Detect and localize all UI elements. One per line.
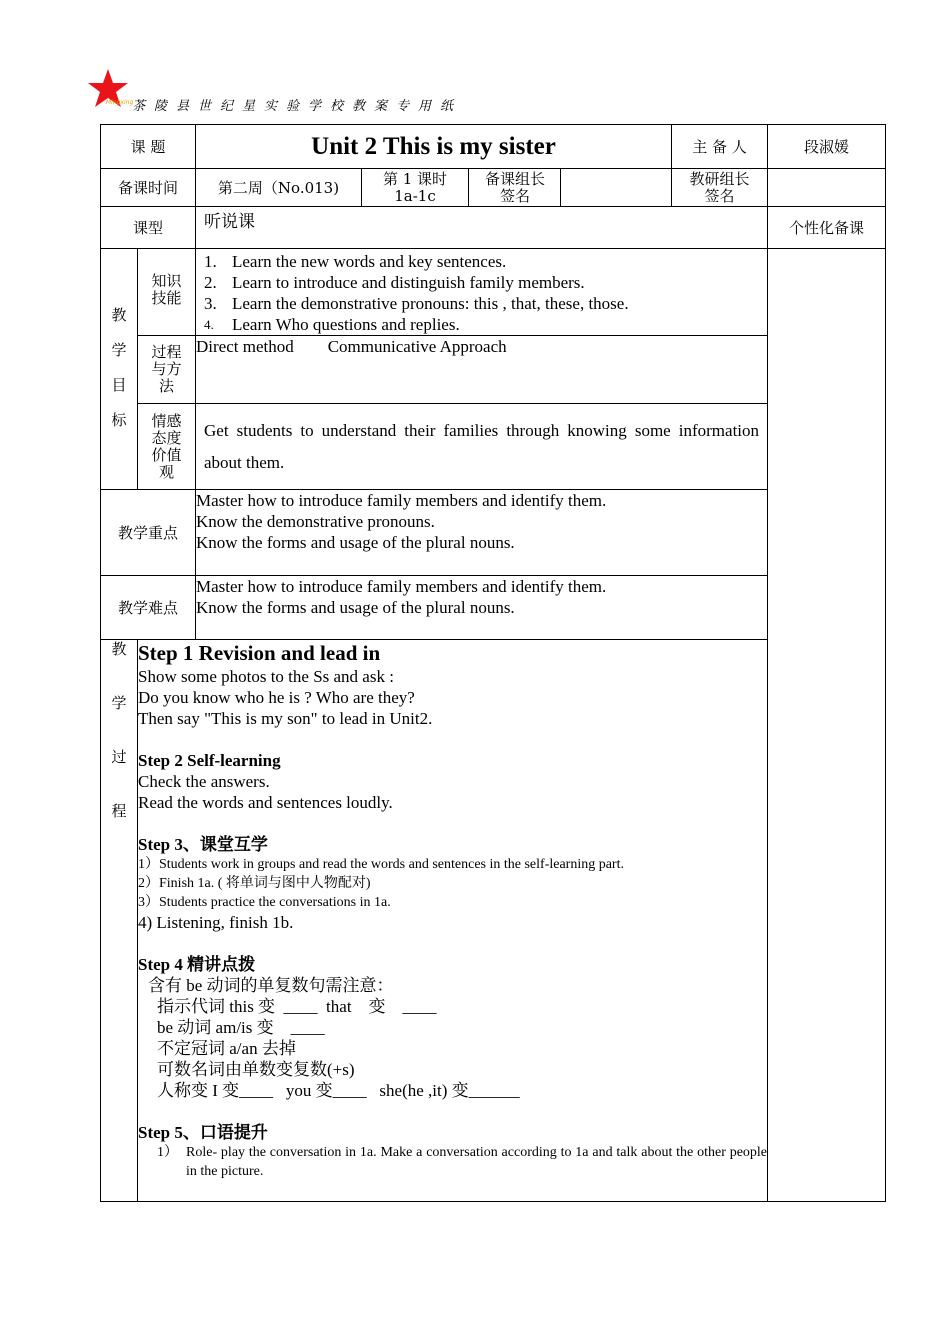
prep-time-label: 备课时间: [101, 169, 196, 207]
knowledge-label: [138, 249, 196, 336]
group-leader-label: [469, 169, 561, 207]
key-point-line: Master how to introduce family members and identify them.: [196, 491, 607, 510]
group-leader-signature: [561, 169, 672, 207]
lesson-number-line1: 第 1 课时: [382, 169, 448, 188]
prep-time-value: 第二周（No.013): [196, 169, 362, 207]
school-logo: [86, 68, 134, 110]
personal-notes-label: 个性化备课: [768, 207, 886, 249]
difficulties-label: 教学难点: [101, 576, 196, 640]
process-side-label: [101, 640, 138, 1202]
key-point-line: Know the forms and usage of the plural nouns.: [196, 533, 515, 552]
step2-line: Read the words and sentences loudly.: [138, 793, 393, 812]
knowledge-list: [196, 249, 767, 335]
personal-notes-area: [768, 249, 886, 1202]
emotion-label-line1: 情感: [151, 411, 182, 430]
step3-item: 4) Listening, finish 1b.: [138, 913, 294, 932]
step4-intro: 含有 be 动词的单复数句需注意：: [148, 976, 394, 995]
lesson-type-label: 课型: [101, 207, 196, 249]
process-char-1: 教: [111, 642, 127, 658]
list-item: 2. Learn to introduce and distinguish family members.: [204, 273, 585, 292]
step5-title: Step 5、口语提升: [138, 1123, 268, 1142]
list-item: 4. Learn Who questions and replies.: [204, 315, 460, 334]
preparer-label: 主 备 人: [672, 125, 768, 169]
step4-title: Step 4 精讲点拨: [138, 955, 256, 974]
goals-char-4: 标: [111, 413, 127, 429]
research-leader-label-line1: 教研组长: [689, 169, 750, 188]
step3-item: 1）Students work in groups and read the words and sentences in the self-learning part.: [138, 857, 624, 872]
process-method-label: [138, 336, 196, 404]
list-item: 3. Learn the demonstrative pronouns: this , that, these, those.: [204, 294, 629, 313]
step1-line: Then say "This is my son" to lead in Unit2.: [138, 709, 433, 728]
step3-item: 2）Finish 1a. ( 将单词与图中人物配对): [138, 876, 371, 891]
key-points-label: 教学重点: [101, 490, 196, 576]
preparer-name: 段淑媛: [768, 125, 886, 169]
step1-title: Step 1 Revision and lead in: [138, 641, 381, 665]
logo-text: Mingxing: [106, 99, 134, 106]
step2-title: Step 2 Self-learning: [138, 751, 281, 770]
knowledge-content: [196, 249, 768, 336]
step3-item: 3）Students practice the conversations in 1a.: [138, 895, 391, 910]
difficulty-line: Know the forms and usage of the plural nouns.: [196, 598, 515, 617]
school-title: 茶陵县世纪星实验学校教案专用纸: [132, 99, 463, 114]
step4-line: 指示代词 this 变 ____ that 变 ____: [157, 997, 437, 1016]
step5-item-text: Role- play the conversation in 1a. Make a conversation according to 1a and talk about the other people in the picture.: [186, 1145, 768, 1179]
emotion-label-line3: 价值: [151, 445, 182, 464]
group-leader-label-line1: 备课组长: [484, 169, 545, 188]
knowledge-label-line1: 知识: [151, 272, 182, 290]
goals-char-1: 教: [111, 308, 127, 324]
group-leader-label-line2: 签名: [499, 186, 530, 205]
list-item: 1. Learn the new words and key sentences.: [204, 252, 507, 271]
emotion-value: Get students to understand their families through knowing some information about them.: [196, 404, 768, 490]
process-method-label-line3: 法: [158, 377, 174, 395]
lesson-number-line2: 1a-1c: [394, 186, 436, 205]
process-method-label-line2: 与方: [151, 360, 182, 378]
lesson-plan-table: [100, 124, 886, 1202]
step5-item-number: 1）: [157, 1145, 178, 1160]
step4-line: 人称变 I 变____ you 变____ she(he ,it) 变______: [157, 1081, 520, 1100]
process-content: [138, 640, 768, 1202]
step4-line: 不定冠词 a/an 去掉: [157, 1039, 296, 1058]
step4-line: 可数名词由单数变复数(+s): [157, 1060, 355, 1079]
goals-side-label: [101, 249, 138, 490]
emotion-label-line4: 观: [158, 462, 174, 481]
key-points-content: [196, 490, 768, 576]
process-char-2: 学: [111, 696, 127, 712]
step4-line: be 动词 am/is 变 ____: [157, 1018, 325, 1037]
emotion-label: [138, 404, 196, 490]
research-leader-signature: [768, 169, 886, 207]
knowledge-label-line2: 技能: [151, 289, 182, 307]
difficulties-content: [196, 576, 768, 640]
step5-item: [138, 1143, 767, 1181]
topic-label: 课 题: [101, 125, 196, 169]
step3-title: Step 3、课堂互学: [138, 835, 268, 854]
goals-char-3: 目: [111, 378, 127, 394]
process-char-4: 程: [111, 804, 127, 820]
research-leader-label: [672, 169, 768, 207]
process-method-label-line1: 过程: [151, 343, 182, 361]
emotion-label-line2: 态度: [151, 428, 182, 447]
step2-line: Check the answers.: [138, 772, 270, 791]
process-char-3: 过: [111, 750, 127, 766]
key-point-line: Know the demonstrative pronouns.: [196, 512, 435, 531]
step1-line: Do you know who he is ? Who are they?: [138, 688, 415, 707]
topic-title: Unit 2 This is my sister: [196, 125, 672, 169]
difficulty-line: Master how to introduce family members and identify them.: [196, 577, 607, 596]
lesson-number: [362, 169, 469, 207]
step1-line: Show some photos to the Ss and ask :: [138, 667, 394, 686]
lesson-type-value: 听说课: [196, 207, 768, 249]
research-leader-label-line2: 签名: [704, 186, 735, 205]
process-method-value: Direct method Communicative Approach: [196, 336, 768, 404]
goals-char-2: 学: [111, 343, 127, 359]
